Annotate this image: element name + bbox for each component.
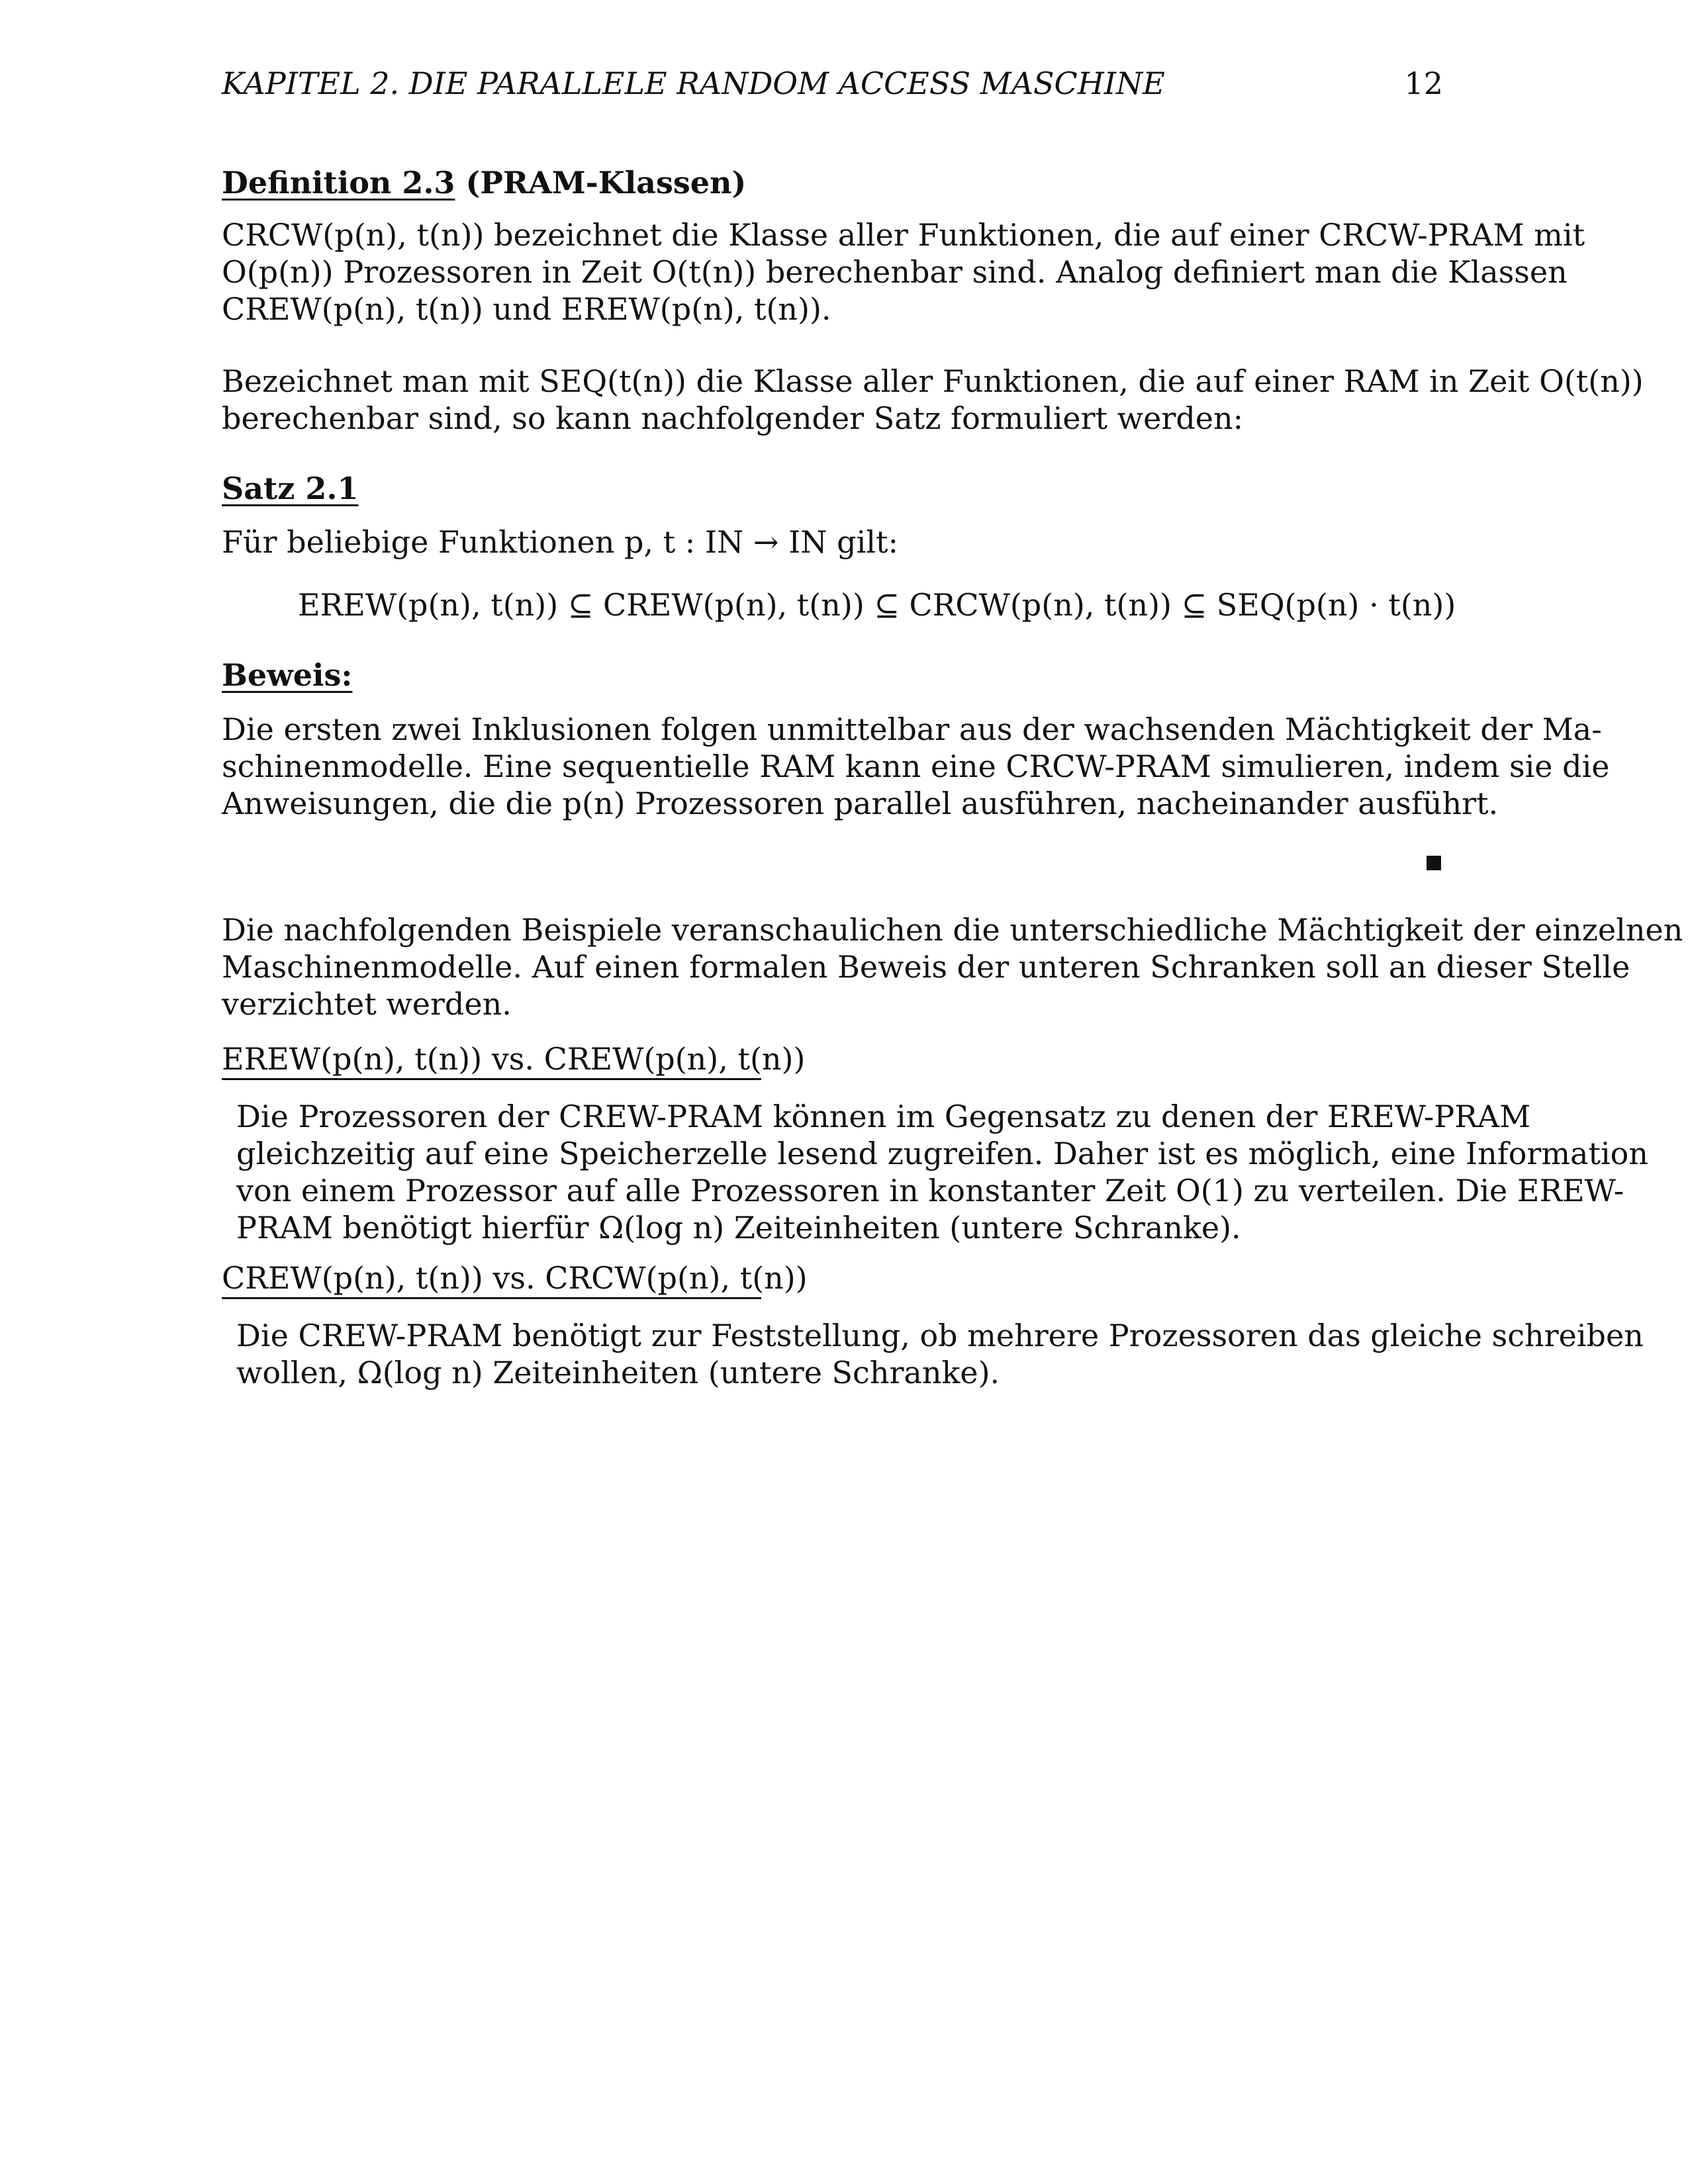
comparison-line: wollen, Ω(log n) Zeiteinheiten (untere Schranke). (236, 1355, 1000, 1390)
comparison-heading: CREW(p(n), t(n)) vs. CRCW(p(n), t(n)) (222, 1260, 808, 1296)
heading-rule (222, 1297, 761, 1299)
theorem-label: Satz 2.1 (222, 471, 359, 506)
examples-intro-line: Maschinenmodelle. Auf einen formalen Beweis der unteren Schranken soll an dieser Stelle (222, 949, 1630, 985)
heading-rule (222, 1078, 761, 1080)
examples-intro-line: verzichtet werden. (222, 986, 512, 1022)
definition-heading (222, 164, 746, 201)
definition-line: CREW(p(n), t(n)) und EREW(p(n), t(n)). (222, 291, 831, 327)
examples-intro-line: Die nachfolgenden Beispiele veranschaulichen die unterschiedliche Mächtigkeit der einzelnen (222, 912, 1683, 948)
comparison-line: PRAM benötigt hierfür Ω(log n) Zeiteinheiten (untere Schranke). (236, 1210, 1241, 1246)
intro-line: berechenbar sind, so kann nachfolgender Satz formuliert werden: (222, 400, 1244, 436)
comparison-heading: EREW(p(n), t(n)) vs. CREW(p(n), t(n)) (222, 1041, 806, 1077)
theorem-statement: Für beliebige Funktionen p, t : IN → IN gilt: (222, 524, 898, 560)
theorem-formula: EREW(p(n), t(n)) ⊆ CREW(p(n), t(n)) ⊆ CRCW(p(n), t(n)) ⊆ SEQ(p(n) · t(n)) (298, 587, 1456, 623)
comparison-line: von einem Prozessor auf alle Prozessoren in konstanter Zeit O(1) zu verteilen. Die EREW- (236, 1173, 1624, 1208)
intro-line: Bezeichnet man mit SEQ(t(n)) die Klasse aller Funktionen, die auf einer RAM in Zeit O(t(n)) (222, 363, 1644, 399)
comparison-line: Die Prozessoren der CREW-PRAM können im Gegensatz zu denen der EREW-PRAM (236, 1099, 1531, 1134)
comparison-line: Die CREW-PRAM benötigt zur Feststellung, ob mehrere Prozessoren das gleiche schreiben (236, 1318, 1644, 1353)
definition-title: (PRAM-Klassen) (465, 165, 747, 201)
page-number: 12 (1404, 66, 1443, 101)
comparison-line: gleichzeitig auf eine Speicherzelle lesend zugreifen. Daher ist es möglich, eine Information (236, 1136, 1648, 1171)
proof-line: Die ersten zwei Inklusionen folgen unmittelbar aus der wachsenden Mächtigkeit der Ma- (222, 711, 1602, 747)
definition-label: Definition 2.3 (222, 165, 455, 201)
definition-line: CRCW(p(n), t(n)) bezeichnet die Klasse aller Funktionen, die auf einer CRCW-PRAM mit (222, 217, 1585, 253)
proof-label: Beweis: (222, 657, 353, 693)
proof-line: Anweisungen, die die p(n) Prozessoren parallel ausführen, nacheinander ausführt. (222, 786, 1499, 821)
proof-line: schinenmodelle. Eine sequentielle RAM kann eine CRCW-PRAM simulieren, indem sie die (222, 749, 1610, 784)
qed-square-icon (1427, 856, 1441, 870)
definition-line: O(p(n)) Prozessoren in Zeit O(t(n)) berechenbar sind. Analog definiert man die Klassen (222, 254, 1568, 290)
running-header: KAPITEL 2. DIE PARALLELE RANDOM ACCESS MASCHINE (222, 66, 1165, 101)
